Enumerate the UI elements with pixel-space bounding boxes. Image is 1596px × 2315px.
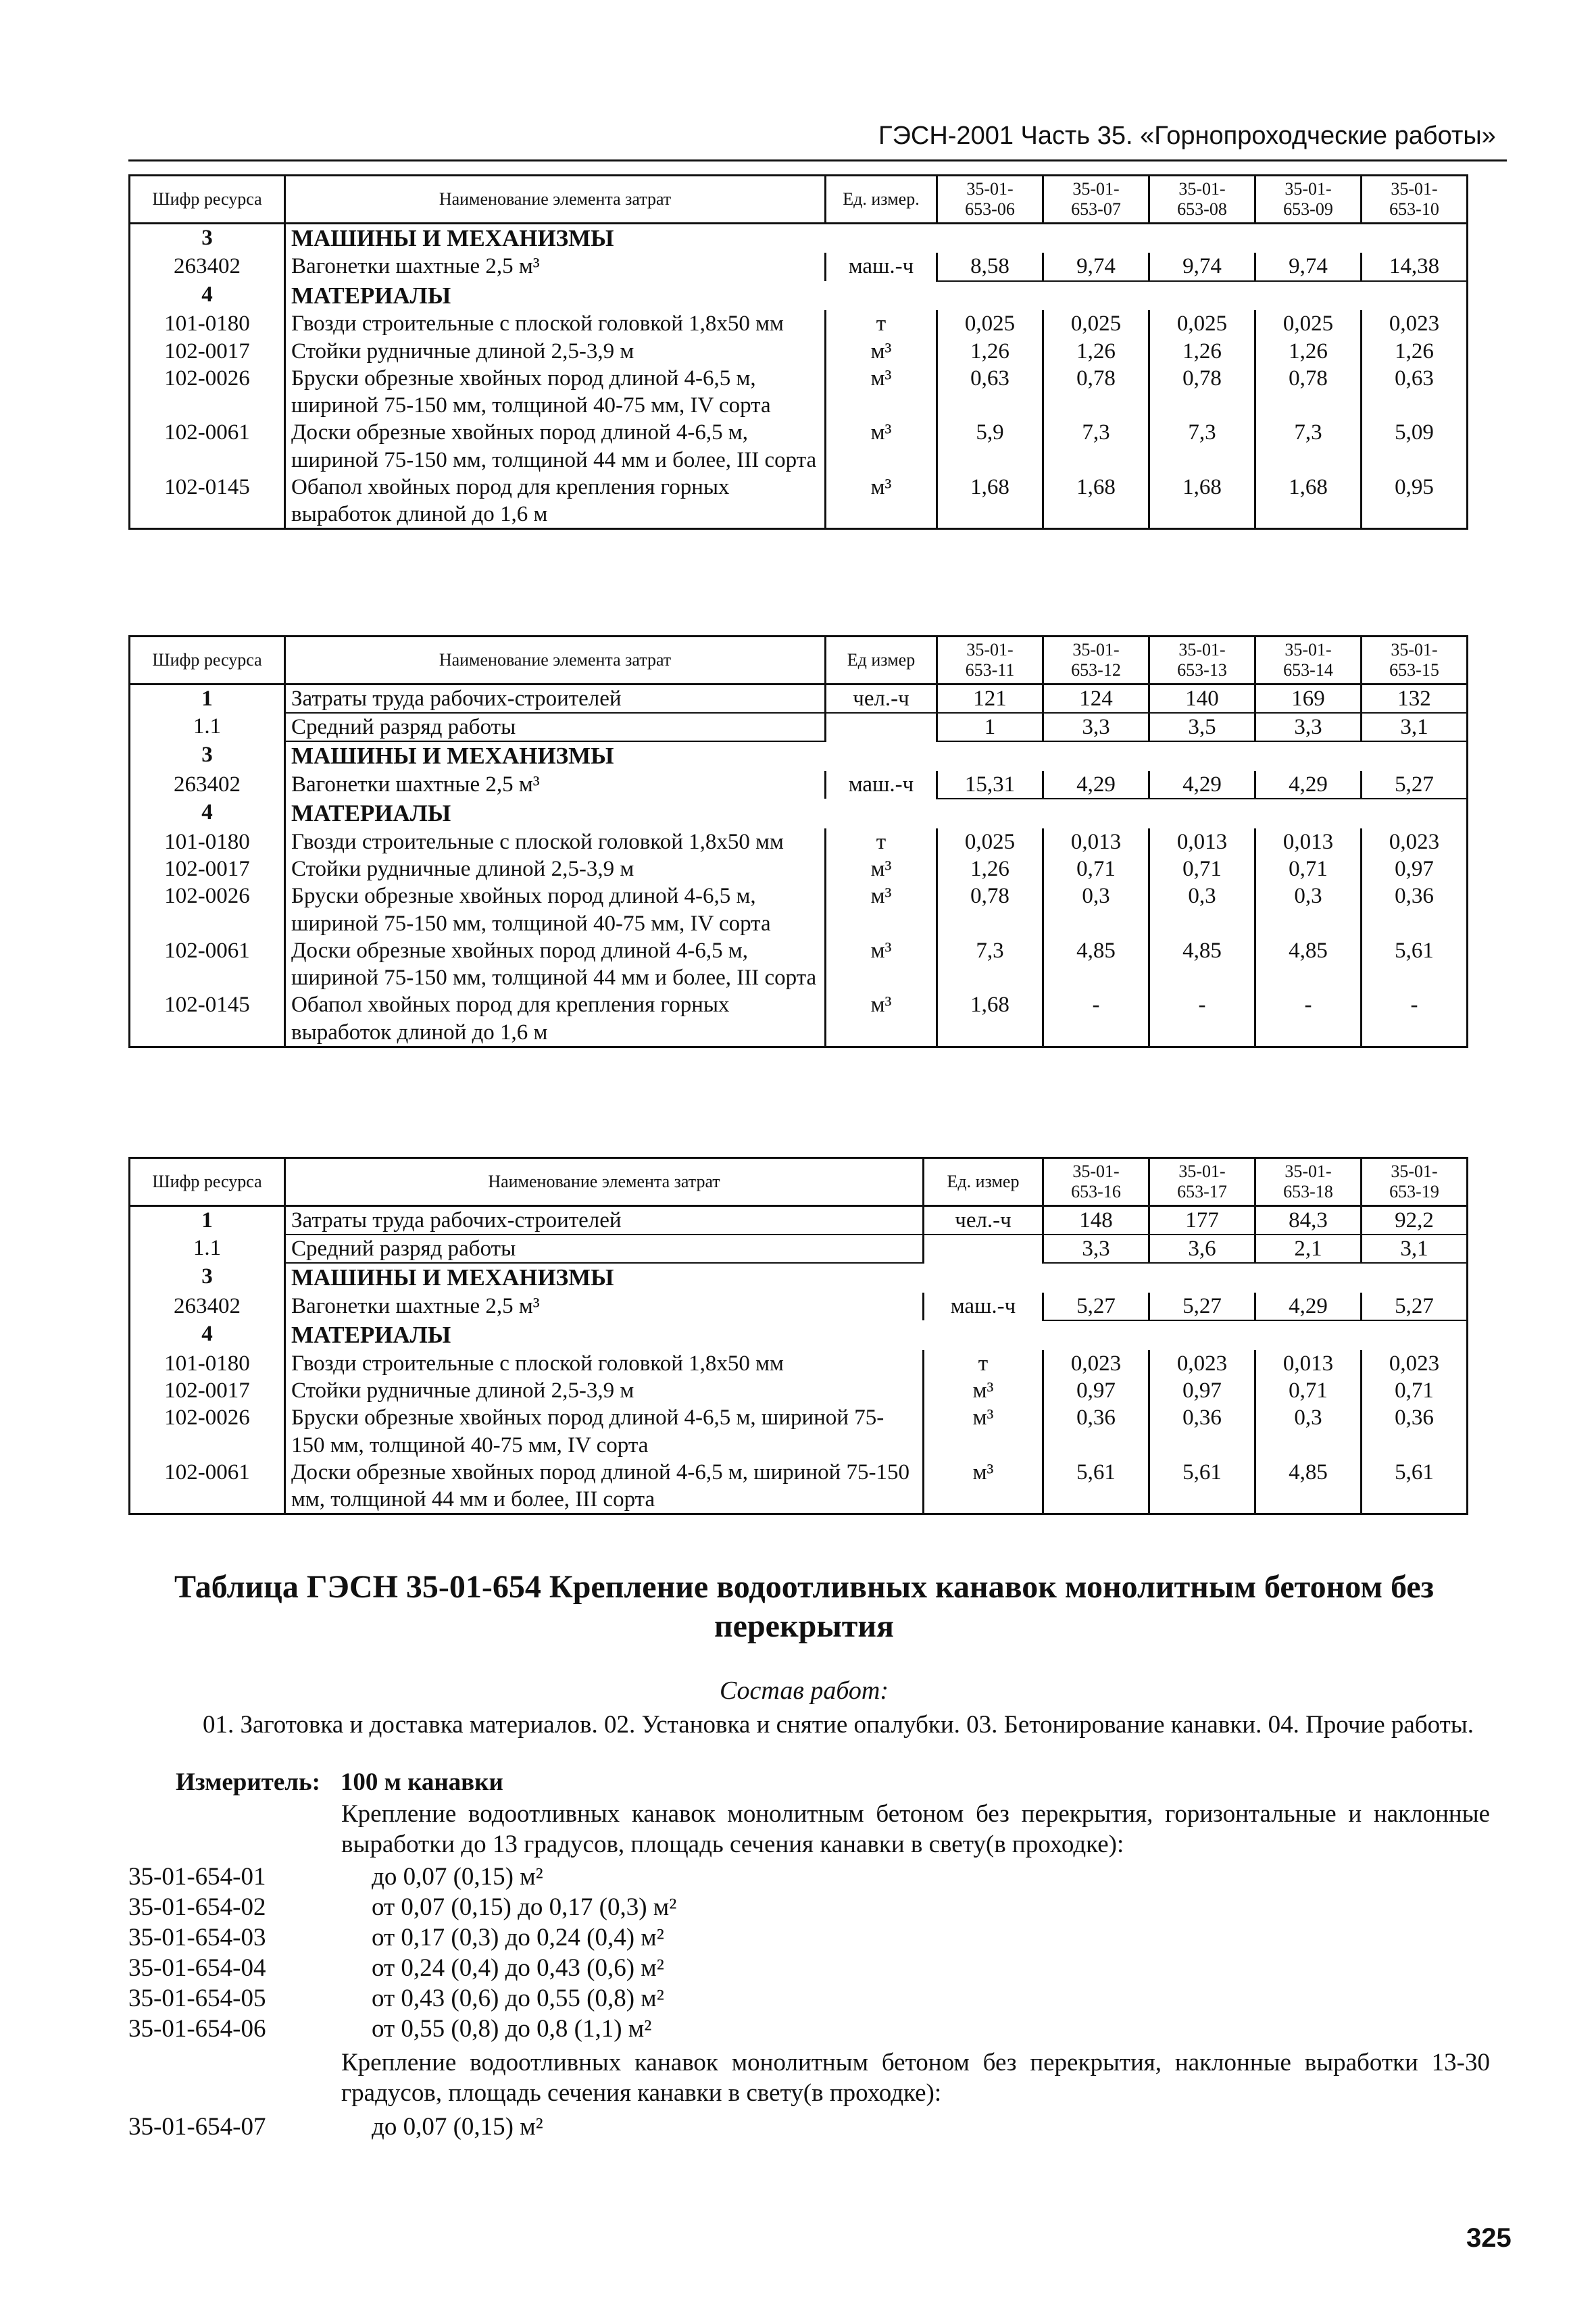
resource-name: Бруски обрезные хвойных пород длиной 4-6,5 м, шириной 75-150 мм, толщиной 40-75 мм, IV сорта <box>285 365 826 420</box>
resource-value: 148 <box>1043 1205 1149 1235</box>
resource-value: 0,71 <box>1362 1377 1468 1404</box>
resource-value: 7,3 <box>1149 419 1255 474</box>
norm-code: 35-01-654-02 <box>128 1893 266 1921</box>
resource-code: 1 <box>130 1205 285 1235</box>
norm-text: от 0,24 (0,4) до 0,43 (0,6) м² <box>372 1954 664 1982</box>
resource-value: 7,3 <box>1043 419 1149 474</box>
resource-name: Гвозди строительные с плоской головкой 1,8х50 мм <box>285 1350 924 1377</box>
meter-line <box>176 1767 503 1797</box>
resource-value: 0,71 <box>1255 855 1362 882</box>
col-header-name: Наименование элемента затрат <box>285 637 826 684</box>
resource-value: 0,023 <box>1362 310 1468 337</box>
resource-value: 4,29 <box>1043 771 1149 799</box>
resource-value: 2,1 <box>1255 1235 1362 1263</box>
resource-value: 0,023 <box>1149 1350 1255 1377</box>
resource-name: Затраты труда рабочих-строителей <box>285 1205 924 1235</box>
norm-item <box>128 1862 939 1892</box>
resource-code: 102-0145 <box>130 474 285 529</box>
resource-value: 5,61 <box>1043 1459 1149 1514</box>
norm-code: 35-01-654-05 <box>128 1985 266 2012</box>
resource-value: 9,74 <box>1043 253 1149 280</box>
resource-code: 102-0061 <box>130 1459 285 1514</box>
norm-item <box>128 1922 939 1953</box>
resource-code: 102-0017 <box>130 855 285 882</box>
table-row <box>130 937 1468 992</box>
table-header-row <box>130 1158 1468 1206</box>
resource-code: 4 <box>130 281 285 311</box>
resource-value: 1,26 <box>937 338 1043 365</box>
resource-name: Вагонетки шахтные 2,5 м³ <box>285 253 826 280</box>
resource-name: Стойки рудничные длиной 2,5-3,9 м <box>285 338 826 365</box>
resource-name: Затраты труда рабочих-строителей <box>285 684 826 713</box>
resource-value: 3,1 <box>1362 1235 1468 1263</box>
resource-name: Бруски обрезные хвойных пород длиной 4-6,5 м, шириной 75-150 мм, толщиной 40-75 мм, IV сорта <box>285 1404 924 1459</box>
resource-value: 0,97 <box>1362 855 1468 882</box>
norm-code: 35-01-654-01 <box>128 1863 266 1891</box>
resource-unit: м³ <box>826 937 937 992</box>
resource-value: 0,78 <box>1149 365 1255 420</box>
col-header-code: Шифр ресурса <box>130 176 285 224</box>
resource-code: 4 <box>130 799 285 828</box>
resource-value: 124 <box>1043 684 1149 713</box>
table-row <box>130 828 1468 855</box>
table-header-row <box>130 176 1468 224</box>
resource-value: 0,025 <box>937 828 1043 855</box>
resource-value: 0,013 <box>1043 828 1149 855</box>
resource-value: 5,61 <box>1362 1459 1468 1514</box>
resource-value: 1,26 <box>1043 338 1149 365</box>
resource-code: 1.1 <box>130 1235 285 1263</box>
table-row <box>130 365 1468 420</box>
resource-unit: м³ <box>924 1459 1043 1514</box>
resource-value: 1,68 <box>1149 474 1255 529</box>
resource-unit: маш.-ч <box>826 253 937 280</box>
table-row <box>130 1350 1468 1377</box>
col-header-norm: 35-01- 653-17 <box>1149 1158 1255 1206</box>
resource-value: 1,26 <box>937 855 1043 882</box>
resource-value: 132 <box>1362 684 1468 713</box>
norm-code: 35-01-654-03 <box>128 1924 266 1951</box>
resource-unit: м³ <box>826 882 937 937</box>
resource-value: 0,71 <box>1043 855 1149 882</box>
table-section-row <box>130 741 1468 771</box>
section-heading: МАТЕРИАЛЫ <box>285 1320 1468 1350</box>
resource-value: 0,71 <box>1149 855 1255 882</box>
resource-name: Обапол хвойных пород для крепления горных выработок длиной до 1,6 м <box>285 474 826 529</box>
resource-name: Вагонетки шахтные 2,5 м³ <box>285 1293 924 1320</box>
resource-value: 4,29 <box>1149 771 1255 799</box>
resource-name: Стойки рудничные длиной 2,5-3,9 м <box>285 1377 924 1404</box>
table-row <box>130 991 1468 1047</box>
resource-unit: м³ <box>924 1404 1043 1459</box>
resource-value: 0,023 <box>1362 828 1468 855</box>
resource-value: 0,3 <box>1149 882 1255 937</box>
resource-value: 14,38 <box>1362 253 1468 280</box>
section-heading: МАТЕРИАЛЫ <box>285 799 1468 828</box>
works-description: 01. Заготовка и доставка материалов. 02. Установка и снятие опалубки. 03. Бетонирование канавки. 04. Прочие работы. <box>203 1711 1474 1739</box>
col-header-name: Наименование элемента затрат <box>285 176 826 224</box>
resource-value: 4,29 <box>1255 771 1362 799</box>
resource-unit <box>826 713 937 741</box>
resource-value: 3,6 <box>1149 1235 1255 1263</box>
resource-code: 1.1 <box>130 713 285 741</box>
resource-value: - <box>1362 991 1468 1047</box>
resource-value: 0,36 <box>1043 1404 1149 1459</box>
resource-value: 0,023 <box>1043 1350 1149 1377</box>
section-heading: МАТЕРИАЛЫ <box>285 281 1468 311</box>
norm-text: от 0,17 (0,3) до 0,24 (0,4) м² <box>372 1924 664 1951</box>
resource-unit: м³ <box>826 474 937 529</box>
resource-value: 8,58 <box>937 253 1043 280</box>
resource-value: 0,97 <box>1149 1377 1255 1404</box>
norm-code: 35-01-654-07 <box>128 2113 266 2141</box>
norm-text: от 0,07 (0,15) до 0,17 (0,3) м² <box>372 1893 677 1921</box>
resource-value: 5,9 <box>937 419 1043 474</box>
resource-value: 1,26 <box>1362 338 1468 365</box>
resource-unit: м³ <box>826 365 937 420</box>
resource-value: 92,2 <box>1362 1205 1468 1235</box>
resource-code: 263402 <box>130 1293 285 1320</box>
resource-value: 0,025 <box>937 310 1043 337</box>
norm-item <box>128 1953 939 1983</box>
col-header-norm: 35-01- 653-08 <box>1149 176 1255 224</box>
table-row <box>130 310 1468 337</box>
resource-unit: м³ <box>826 991 937 1047</box>
resource-value: 1,68 <box>937 991 1043 1047</box>
norm-text: от 0,43 (0,6) до 0,55 (0,8) м² <box>372 1985 664 2012</box>
resource-code: 102-0017 <box>130 338 285 365</box>
resource-value: 7,3 <box>1255 419 1362 474</box>
resource-name: Вагонетки шахтные 2,5 м³ <box>285 771 826 799</box>
resource-code: 101-0180 <box>130 1350 285 1377</box>
norm-code: 35-01-654-04 <box>128 1954 266 1982</box>
table-row <box>130 713 1468 741</box>
resource-value: 0,97 <box>1043 1377 1149 1404</box>
resource-value: - <box>1255 991 1362 1047</box>
meter-value: 100 м канавки <box>340 1768 503 1796</box>
table-row <box>130 338 1468 365</box>
resource-value: 4,85 <box>1255 1459 1362 1514</box>
resource-value: 5,27 <box>1149 1293 1255 1320</box>
group-description-2: Крепление водоотливных канавок монолитным бетоном без перекрытия, наклонные выработки 13-30 градусов, площадь сечения канавки в свету(в проходке): <box>341 2049 1490 2108</box>
resource-code: 102-0026 <box>130 365 285 420</box>
resource-value: 1,68 <box>1043 474 1149 529</box>
resource-value: 9,74 <box>1149 253 1255 280</box>
resource-value: 0,013 <box>1149 828 1255 855</box>
table-row <box>130 1205 1468 1235</box>
norm-item <box>128 1892 939 1922</box>
resource-table-1 <box>128 174 1468 530</box>
resource-value: 9,74 <box>1255 253 1362 280</box>
table-row <box>130 253 1468 280</box>
header-rule <box>128 159 1507 161</box>
resource-value: 4,85 <box>1149 937 1255 992</box>
resource-value: 1,68 <box>937 474 1043 529</box>
norm-text: от 0,55 (0,8) до 0,8 (1,1) м² <box>372 2015 652 2043</box>
resource-value: 5,61 <box>1362 937 1468 992</box>
resource-table-2 <box>128 635 1468 1048</box>
resource-value: 5,09 <box>1362 419 1468 474</box>
resource-value: 3,3 <box>1043 1235 1149 1263</box>
resource-value: 3,5 <box>1149 713 1255 741</box>
resource-value: 3,3 <box>1255 713 1362 741</box>
resource-value: 0,95 <box>1362 474 1468 529</box>
resource-code: 263402 <box>130 771 285 799</box>
resource-value: 0,63 <box>937 365 1043 420</box>
resource-value: 0,78 <box>1043 365 1149 420</box>
table-row <box>130 1377 1468 1404</box>
table-row <box>130 1235 1468 1263</box>
resource-value: 1,26 <box>1255 338 1362 365</box>
resource-code: 101-0180 <box>130 310 285 337</box>
resource-value: 0,78 <box>1255 365 1362 420</box>
col-header-norm: 35-01- 653-07 <box>1043 176 1149 224</box>
resource-value: 0,36 <box>1149 1404 1255 1459</box>
resource-name: Доски обрезные хвойных пород длиной 4-6,5 м, шириной 75-150 мм, толщиной 44 мм и более, III сорта <box>285 937 826 992</box>
resource-code: 102-0026 <box>130 1404 285 1459</box>
norm-text: до 0,07 (0,15) м² <box>372 1863 543 1891</box>
table-section-row <box>130 223 1468 253</box>
resource-unit: т <box>826 310 937 337</box>
resource-unit: т <box>826 828 937 855</box>
section-heading: МАШИНЫ И МЕХАНИЗМЫ <box>285 741 1468 771</box>
resource-name: Доски обрезные хвойных пород длиной 4-6,5 м, шириной 75-150 мм, толщиной 44 мм и более, III сорта <box>285 419 826 474</box>
resource-unit: маш.-ч <box>826 771 937 799</box>
resource-name: Гвозди строительные с плоской головкой 1,8х50 мм <box>285 310 826 337</box>
resource-code: 4 <box>130 1320 285 1350</box>
resource-unit: м³ <box>826 338 937 365</box>
table-row <box>130 882 1468 937</box>
resource-value: 7,3 <box>937 937 1043 992</box>
resource-value: 0,013 <box>1255 1350 1362 1377</box>
resource-value: 4,85 <box>1255 937 1362 992</box>
resource-value: 0,71 <box>1255 1377 1362 1404</box>
resource-value: 4,85 <box>1043 937 1149 992</box>
col-header-code: Шифр ресурса <box>130 1158 285 1206</box>
norm-item <box>128 2112 939 2142</box>
resource-code: 263402 <box>130 253 285 280</box>
resource-unit: чел.-ч <box>826 684 937 713</box>
resource-code: 102-0017 <box>130 1377 285 1404</box>
section-heading: МАШИНЫ И МЕХАНИЗМЫ <box>285 1263 1468 1293</box>
resource-value: 0,3 <box>1255 1404 1362 1459</box>
col-header-unit: Ед. измер. <box>826 176 937 224</box>
table-header-row <box>130 637 1468 684</box>
col-header-norm: 35-01- 653-10 <box>1362 176 1468 224</box>
resource-value: 0,36 <box>1362 882 1468 937</box>
resource-value: 5,27 <box>1362 771 1468 799</box>
resource-name: Бруски обрезные хвойных пород длиной 4-6,5 м, шириной 75-150 мм, толщиной 40-75 мм, IV сорта <box>285 882 826 937</box>
resource-code: 102-0026 <box>130 882 285 937</box>
table-row <box>130 474 1468 529</box>
resource-value: - <box>1043 991 1149 1047</box>
table-row <box>130 1293 1468 1320</box>
resource-value: 0,63 <box>1362 365 1468 420</box>
col-header-norm: 35-01- 653-18 <box>1255 1158 1362 1206</box>
resource-value: 0,023 <box>1362 1350 1468 1377</box>
resource-value: 121 <box>937 684 1043 713</box>
table-section-row <box>130 799 1468 828</box>
resource-value: 140 <box>1149 684 1255 713</box>
resource-code: 102-0061 <box>130 419 285 474</box>
resource-value: 5,27 <box>1362 1293 1468 1320</box>
resource-value: 1,26 <box>1149 338 1255 365</box>
resource-code: 1 <box>130 684 285 713</box>
resource-value: 84,3 <box>1255 1205 1362 1235</box>
resource-value: 0,025 <box>1149 310 1255 337</box>
meter-label: Измеритель: <box>176 1768 320 1796</box>
norm-item <box>128 1983 939 2014</box>
resource-unit <box>924 1235 1043 1263</box>
table-row <box>130 855 1468 882</box>
table-row <box>130 684 1468 713</box>
table-row <box>130 1459 1468 1514</box>
resource-value: 5,27 <box>1043 1293 1149 1320</box>
resource-value: - <box>1149 991 1255 1047</box>
resource-unit: м³ <box>826 855 937 882</box>
resource-name: Средний разряд работы <box>285 713 826 741</box>
col-header-norm: 35-01- 653-09 <box>1255 176 1362 224</box>
resource-code: 102-0145 <box>130 991 285 1047</box>
works-heading: Состав работ: <box>719 1676 889 1705</box>
resource-value: 0,3 <box>1043 882 1149 937</box>
resource-unit: чел.-ч <box>924 1205 1043 1235</box>
group-description-1: Крепление водоотливных канавок монолитным бетоном без перекрытия, горизонтальные и наклонные выработки до 13 градусов, площадь сечения канавки в свету(в проходке): <box>341 1800 1490 1859</box>
resource-value: 0,025 <box>1043 310 1149 337</box>
resource-value: 0,3 <box>1255 882 1362 937</box>
norm-item <box>128 2014 939 2044</box>
resource-code: 3 <box>130 1263 285 1293</box>
col-header-name: Наименование элемента затрат <box>285 1158 924 1206</box>
resource-code: 102-0061 <box>130 937 285 992</box>
resource-code: 3 <box>130 741 285 771</box>
resource-value: 5,61 <box>1149 1459 1255 1514</box>
resource-unit: м³ <box>826 419 937 474</box>
col-header-code: Шифр ресурса <box>130 637 285 684</box>
resource-name: Обапол хвойных пород для крепления горных выработок длиной до 1,6 м <box>285 991 826 1047</box>
col-header-norm: 35-01- 653-06 <box>937 176 1043 224</box>
resource-value: 3,3 <box>1043 713 1149 741</box>
resource-unit: м³ <box>924 1377 1043 1404</box>
resource-code: 3 <box>130 223 285 253</box>
table-section-row <box>130 281 1468 311</box>
resource-value: 3,1 <box>1362 713 1468 741</box>
resource-unit: т <box>924 1350 1043 1377</box>
resource-value: 0,36 <box>1362 1404 1468 1459</box>
table-row <box>130 1404 1468 1459</box>
col-header-norm: 35-01- 653-19 <box>1362 1158 1468 1206</box>
resource-value: 1,68 <box>1255 474 1362 529</box>
col-header-norm: 35-01- 653-16 <box>1043 1158 1149 1206</box>
resource-unit: маш.-ч <box>924 1293 1043 1320</box>
section-heading: МАШИНЫ И МЕХАНИЗМЫ <box>285 223 1468 253</box>
col-header-norm: 35-01- 653-13 <box>1149 637 1255 684</box>
col-header-norm: 35-01- 653-11 <box>937 637 1043 684</box>
col-header-norm: 35-01- 653-12 <box>1043 637 1149 684</box>
resource-value: 1 <box>937 713 1043 741</box>
resource-code: 101-0180 <box>130 828 285 855</box>
resource-value: 169 <box>1255 684 1362 713</box>
page-number: 325 <box>1466 2223 1512 2253</box>
norm-code: 35-01-654-06 <box>128 2015 266 2043</box>
resource-table-3 <box>128 1157 1468 1515</box>
resource-value: 0,78 <box>937 882 1043 937</box>
col-header-norm: 35-01- 653-15 <box>1362 637 1468 684</box>
resource-name: Доски обрезные хвойных пород длиной 4-6,5 м, шириной 75-150 мм, толщиной 44 мм и более, III сорта <box>285 1459 924 1514</box>
resource-value: 0,013 <box>1255 828 1362 855</box>
table-row <box>130 419 1468 474</box>
col-header-norm: 35-01- 653-14 <box>1255 637 1362 684</box>
resource-name: Средний разряд работы <box>285 1235 924 1263</box>
resource-name: Гвозди строительные с плоской головкой 1,8х50 мм <box>285 828 826 855</box>
table-section-row <box>130 1320 1468 1350</box>
resource-value: 177 <box>1149 1205 1255 1235</box>
col-header-unit: Ед. измер <box>924 1158 1043 1206</box>
resource-value: 4,29 <box>1255 1293 1362 1320</box>
resource-value: 0,025 <box>1255 310 1362 337</box>
norm-text: до 0,07 (0,15) м² <box>372 2113 543 2141</box>
table-title: Таблица ГЭСН 35-01-654 Крепление водоотливных канавок монолитным бетоном без перекрытия <box>174 1569 1435 1644</box>
table-row <box>130 771 1468 799</box>
resource-name: Стойки рудничные длиной 2,5-3,9 м <box>285 855 826 882</box>
col-header-unit: Ед измер <box>826 637 937 684</box>
running-header: ГЭСН-2001 Часть 35. «Горнопроходческие работы» <box>878 122 1496 150</box>
table-section-row <box>130 1263 1468 1293</box>
resource-value: 15,31 <box>937 771 1043 799</box>
